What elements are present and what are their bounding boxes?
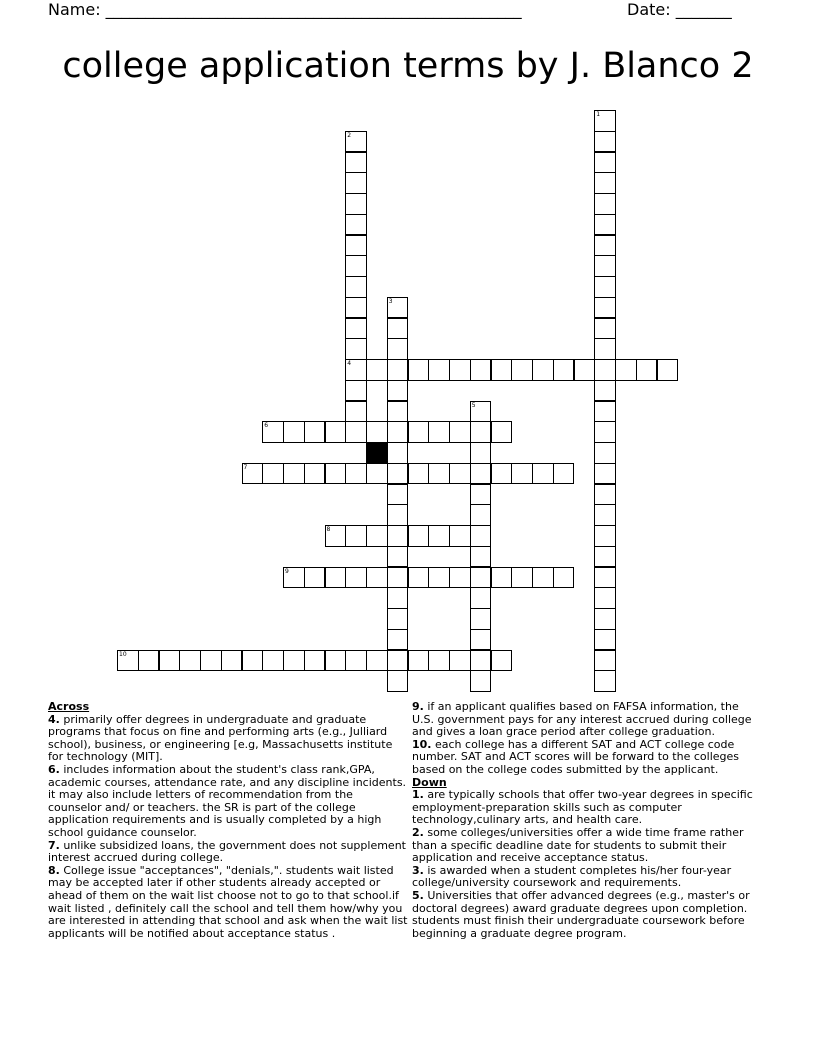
grid-cell[interactable]: [387, 359, 409, 381]
grid-cell[interactable]: [179, 650, 201, 672]
grid-cell[interactable]: [449, 421, 471, 443]
grid-cell[interactable]: [594, 338, 616, 360]
grid-cell[interactable]: [594, 670, 616, 692]
across-clue-4: [48, 714, 408, 764]
grid-cell[interactable]: [366, 525, 388, 547]
grid-cell[interactable]: [200, 650, 222, 672]
across-clue-10: [412, 739, 764, 777]
grid-cell[interactable]: [594, 587, 616, 609]
clue-text: each college has a different SAT and ACT college code number. SAT and ACT scores will be forward to the colleges based on the college codes submitted by the applicant.: [412, 737, 739, 776]
grid-cell[interactable]: [594, 255, 616, 277]
date-field: Date: _______: [627, 0, 732, 19]
grid-cell[interactable]: [345, 255, 367, 277]
cell-number: 5: [471, 401, 476, 409]
grid-cell[interactable]: [408, 567, 430, 589]
grid-cell[interactable]: [345, 650, 367, 672]
grid-cell[interactable]: [221, 650, 243, 672]
cell-number: 9: [285, 567, 289, 575]
grid-cell[interactable]: [511, 463, 533, 485]
grid-cell[interactable]: [387, 463, 409, 485]
grid-cell[interactable]: [594, 650, 616, 672]
grid-cell[interactable]: [594, 318, 616, 340]
grid-cell[interactable]: [553, 359, 575, 381]
grid-cell[interactable]: [304, 650, 326, 672]
clue-number: 4.: [48, 712, 60, 726]
grid-cell[interactable]: [470, 629, 492, 651]
across-clues: [48, 701, 408, 940]
clue-number: 10.: [412, 737, 432, 751]
grid-cell[interactable]: [366, 421, 388, 443]
grid-cell[interactable]: [262, 421, 284, 443]
grid-cell[interactable]: [470, 463, 492, 485]
grid-cell[interactable]: [594, 504, 616, 526]
cell-number: 3: [388, 297, 393, 305]
clue-text: are typically schools that offer two-year degrees in specific employment-preparation skills such as computer technology,culinary arts, and health care.: [412, 788, 753, 827]
clue-number: 7.: [48, 838, 60, 852]
grid-cell[interactable]: [387, 297, 409, 319]
grid-cell[interactable]: [449, 359, 471, 381]
grid-cell[interactable]: [325, 463, 347, 485]
down-heading: Down: [412, 775, 447, 789]
grid-cell[interactable]: [511, 567, 533, 589]
across-clue-9: [412, 701, 764, 739]
grid-cell[interactable]: [470, 421, 492, 443]
grid-cell[interactable]: [345, 235, 367, 257]
grid-cell[interactable]: [387, 504, 409, 526]
grid-cell[interactable]: [345, 421, 367, 443]
grid-cell[interactable]: [283, 421, 305, 443]
cell-number: 6: [264, 422, 269, 430]
grid-cell[interactable]: [470, 504, 492, 526]
grid-cell[interactable]: [615, 359, 637, 381]
grid-cell[interactable]: [387, 629, 409, 651]
grid-cell[interactable]: [491, 650, 513, 672]
grid-cell[interactable]: [449, 567, 471, 589]
grid-cell[interactable]: [408, 463, 430, 485]
grid-cell[interactable]: [387, 318, 409, 340]
grid-cell[interactable]: [345, 297, 367, 319]
clue-text: is awarded when a student completes his/her four-year college/university coursework and requirements.: [412, 863, 732, 890]
grid-cell[interactable]: [594, 567, 616, 589]
grid-cell[interactable]: [345, 318, 367, 340]
grid-cell[interactable]: [345, 380, 367, 402]
grid-cell[interactable]: [470, 650, 492, 672]
across-clue-7: [48, 840, 408, 865]
grid-cell[interactable]: [594, 401, 616, 423]
cell-number: 10: [119, 650, 127, 658]
grid-cell[interactable]: [283, 650, 305, 672]
grid-cell[interactable]: [138, 650, 160, 672]
grid-cell[interactable]: [387, 525, 409, 547]
grid-cell[interactable]: [594, 359, 616, 381]
grid-cell[interactable]: [553, 567, 575, 589]
grid-cell[interactable]: [470, 442, 492, 464]
grid-cell[interactable]: [345, 172, 367, 194]
grid-cell[interactable]: [345, 214, 367, 236]
grid-cell[interactable]: [594, 152, 616, 174]
grid-cell[interactable]: [428, 359, 450, 381]
grid-cell[interactable]: [387, 484, 409, 506]
grid-cell[interactable]: [449, 650, 471, 672]
grid-cell[interactable]: [387, 650, 409, 672]
grid-cell[interactable]: [491, 463, 513, 485]
clue-text: unlike subsidized loans, the government does not supplement interest accrued during college.: [48, 838, 406, 865]
grid-cell[interactable]: [345, 463, 367, 485]
grid-cell[interactable]: [345, 525, 367, 547]
grid-cell[interactable]: [262, 650, 284, 672]
name-field: Name: ____________________________________________________: [48, 0, 522, 19]
grid-cell[interactable]: [470, 484, 492, 506]
grid-cell[interactable]: [345, 338, 367, 360]
grid-cell[interactable]: [594, 235, 616, 257]
grid-cell[interactable]: [387, 421, 409, 443]
grid-cell[interactable]: [345, 401, 367, 423]
down-clue-1: [412, 789, 764, 827]
grid-cell[interactable]: [594, 131, 616, 153]
grid-cell[interactable]: [594, 172, 616, 194]
grid-cell[interactable]: [366, 650, 388, 672]
grid-cell[interactable]: [470, 608, 492, 630]
grid-cell[interactable]: [470, 401, 492, 423]
grid-cell[interactable]: [304, 567, 326, 589]
down-clue-3: [412, 865, 764, 890]
grid-cell[interactable]: [387, 546, 409, 568]
grid-cell[interactable]: [594, 525, 616, 547]
grid-cell[interactable]: [470, 567, 492, 589]
grid-cell[interactable]: [304, 421, 326, 443]
clue-number: 2.: [412, 825, 424, 839]
cell-number: 7: [243, 463, 248, 471]
across-clue-6: [48, 764, 408, 840]
grid-cell[interactable]: [594, 297, 616, 319]
grid-cell[interactable]: [387, 587, 409, 609]
grid-cell[interactable]: [470, 525, 492, 547]
grid-cell[interactable]: [408, 421, 430, 443]
grid-cell[interactable]: [594, 629, 616, 651]
black-cell: [366, 442, 388, 464]
grid-cell[interactable]: [325, 567, 347, 589]
grid-cell[interactable]: [242, 650, 264, 672]
grid-cell[interactable]: [428, 650, 450, 672]
grid-cell[interactable]: [366, 359, 388, 381]
grid-cell[interactable]: [345, 152, 367, 174]
grid-cell[interactable]: [657, 359, 679, 381]
clue-number: 1.: [412, 788, 424, 802]
grid-cell[interactable]: [594, 442, 616, 464]
grid-cell[interactable]: [159, 650, 181, 672]
grid-cell[interactable]: [366, 567, 388, 589]
grid-cell[interactable]: [387, 338, 409, 360]
grid-cell[interactable]: [491, 567, 513, 589]
clue-text: College issue "acceptances", "denials,". students wait listed may be accepted later if other students already accepted or ahead of them on the wait list choose not to go to that school.if wait listed , definitely call the school and tell them how/why you are interested in attending that school and ask when the wait list applicants will be notified about acceptance status .: [48, 863, 408, 940]
grid-cell[interactable]: [304, 463, 326, 485]
grid-cell[interactable]: [532, 567, 554, 589]
grid-cell[interactable]: [449, 463, 471, 485]
clue-text: if an applicant qualifies based on FAFSA information, the U.S. government pays for any interest accrued during college and gives a loan grace period after college graduation.: [412, 700, 752, 739]
grid-cell[interactable]: [511, 359, 533, 381]
cell-number: 8: [326, 526, 331, 533]
grid-cell[interactable]: [470, 546, 492, 568]
grid-cell[interactable]: [117, 650, 139, 672]
grid-cell[interactable]: [428, 421, 450, 443]
grid-cell[interactable]: [283, 567, 305, 589]
grid-cell[interactable]: [428, 567, 450, 589]
grid-cell[interactable]: [387, 401, 409, 423]
grid-cell[interactable]: [387, 670, 409, 692]
clue-number: 6.: [48, 762, 60, 776]
grid-cell[interactable]: [242, 463, 264, 485]
grid-cell[interactable]: [345, 193, 367, 215]
clue-text: includes information about the student's class rank,GPA, academic courses, attendance rate, and any discipline incidents. it may also include letters of recommendation from the counselor and/ or teachers. the SR is part of the college application requirements and is usually completed by a high school guidance counselor.: [48, 762, 407, 839]
grid-cell[interactable]: [574, 359, 596, 381]
cell-number: 4: [347, 360, 352, 367]
grid-cell[interactable]: [470, 670, 492, 692]
grid-cell[interactable]: [262, 463, 284, 485]
grid-cell[interactable]: [387, 442, 409, 464]
clue-text: primarily offer degrees in undergraduate and graduate programs that focus on fine and performing arts (e.g., Julliard school), business, or engineering [e.g, Massachusetts institute for technology (MIT].: [48, 712, 393, 764]
grid-cell[interactable]: [408, 359, 430, 381]
down-clue-2: [412, 827, 764, 865]
grid-cell[interactable]: [387, 380, 409, 402]
grid-cell[interactable]: [594, 380, 616, 402]
grid-cell[interactable]: [594, 463, 616, 485]
cell-number: 1: [596, 111, 601, 118]
clue-text: Universities that offer advanced degrees (e.g., master's or doctoral degrees) award graduate degrees upon completion. students must finish their undergraduate coursework before beginning a graduate degree program.: [412, 888, 750, 940]
grid-cell[interactable]: [325, 525, 347, 547]
grid-cell[interactable]: [387, 608, 409, 630]
grid-cell[interactable]: [532, 463, 554, 485]
grid-cell[interactable]: [594, 214, 616, 236]
grid-cell[interactable]: [470, 587, 492, 609]
grid-cell[interactable]: [594, 484, 616, 506]
grid-cell[interactable]: [345, 567, 367, 589]
grid-cell[interactable]: [594, 546, 616, 568]
clue-number: 5.: [412, 888, 424, 902]
grid-cell[interactable]: [387, 567, 409, 589]
cell-number: 2: [347, 131, 352, 139]
grid-cell[interactable]: [491, 421, 513, 443]
grid-cell[interactable]: [345, 359, 367, 381]
grid-cell[interactable]: [325, 421, 347, 443]
grid-cell[interactable]: [345, 131, 367, 153]
page-title: college application terms by J. Blanco 2: [62, 46, 754, 86]
down-clue-5: [412, 890, 764, 940]
grid-cell[interactable]: [594, 276, 616, 298]
grid-cell[interactable]: [594, 608, 616, 630]
across-heading: Across: [48, 700, 90, 713]
grid-cell[interactable]: [594, 193, 616, 215]
grid-cell[interactable]: [553, 463, 575, 485]
down-clues: [412, 701, 764, 940]
grid-cell[interactable]: [636, 359, 658, 381]
grid-cell[interactable]: [491, 359, 513, 381]
clue-number: 9.: [412, 700, 424, 713]
grid-cell[interactable]: [428, 463, 450, 485]
grid-cell[interactable]: [594, 421, 616, 443]
grid-cell[interactable]: [532, 359, 554, 381]
clue-number: 8.: [48, 863, 60, 877]
grid-cell[interactable]: [428, 525, 450, 547]
grid-cell[interactable]: [449, 525, 471, 547]
grid-cell[interactable]: [366, 463, 388, 485]
grid-cell[interactable]: [325, 650, 347, 672]
grid-cell[interactable]: [345, 276, 367, 298]
grid-cell[interactable]: [283, 463, 305, 485]
clue-text: some colleges/universities offer a wide time frame rather than a specific deadline date for students to submit their application and receive acceptance status.: [412, 825, 744, 865]
clue-number: 3.: [412, 863, 424, 877]
grid-cell[interactable]: [594, 110, 616, 132]
grid-cell[interactable]: [408, 525, 430, 547]
grid-cell[interactable]: [408, 650, 430, 672]
grid-cell[interactable]: [470, 359, 492, 381]
across-clue-8: [48, 865, 408, 941]
